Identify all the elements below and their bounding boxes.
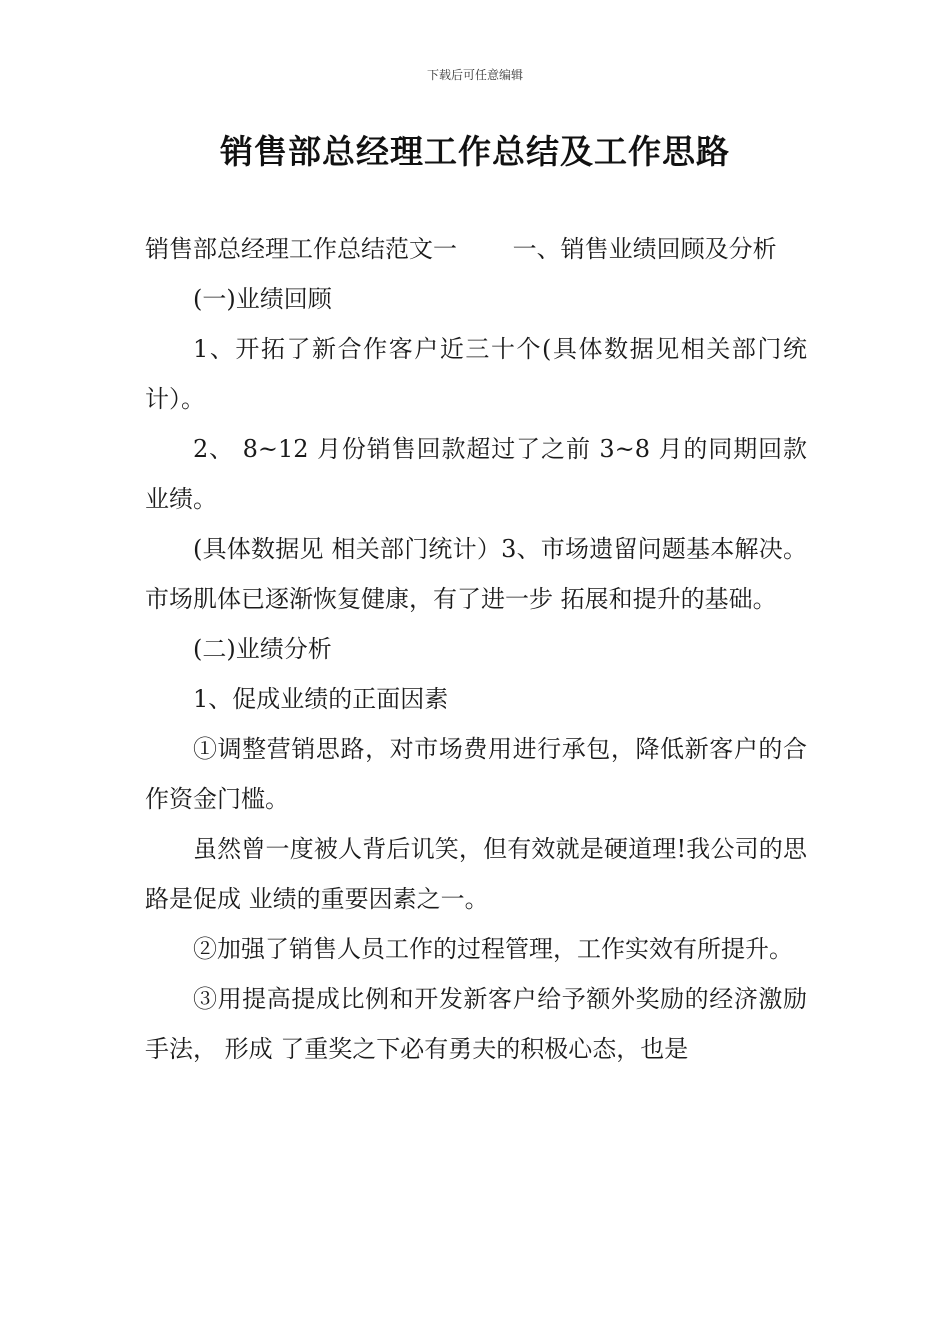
- paragraph-intro: 销售部总经理工作总结范文一 一、销售业绩回顾及分析: [145, 235, 777, 263]
- paragraph-point-1-detail: 虽然曾一度被人背后讥笑，但有效就是硬道理!我公司的思路是促成 业绩的重要因素之一。: [145, 835, 807, 913]
- document-body: [145, 224, 807, 1074]
- paragraph-item-2: 2、 8~12 月份销售回款超过了之前 3~8 月的同期回款业绩。: [145, 435, 807, 513]
- paragraph-section-heading-2: (二)业绩分析: [193, 635, 332, 663]
- paragraph-item-1: 1、开拓了新合作客户近三十个(具体数据见相关部门统计）。: [145, 335, 807, 413]
- header-note: 下载后可任意编辑: [426, 68, 523, 82]
- paragraph-subheading: 1、促成业绩的正面因素: [193, 685, 449, 713]
- paragraph-point-2: ②加强了销售人员工作的过程管理，工作实效有所提升。: [193, 935, 793, 963]
- paragraph-point-3: ③用提高提成比例和开发新客户给予额外奖励的经济激励手法， 形成 了重奖之下必有勇夫的积极心态，也是: [145, 985, 807, 1063]
- paragraph-section-heading-1: (一)业绩回顾: [193, 285, 332, 313]
- paragraph-point-1: ①调整营销思路，对市场费用进行承包，降低新客户的合作资金门槛。: [145, 735, 807, 813]
- paragraph-item-3: (具体数据见 相关部门统计）3、市场遗留问题基本解决。市场肌体已逐渐恢复健康，有了进一步 拓展和提升的基础。: [145, 535, 807, 613]
- document-title: 销售部总经理工作总结及工作思路: [220, 132, 730, 171]
